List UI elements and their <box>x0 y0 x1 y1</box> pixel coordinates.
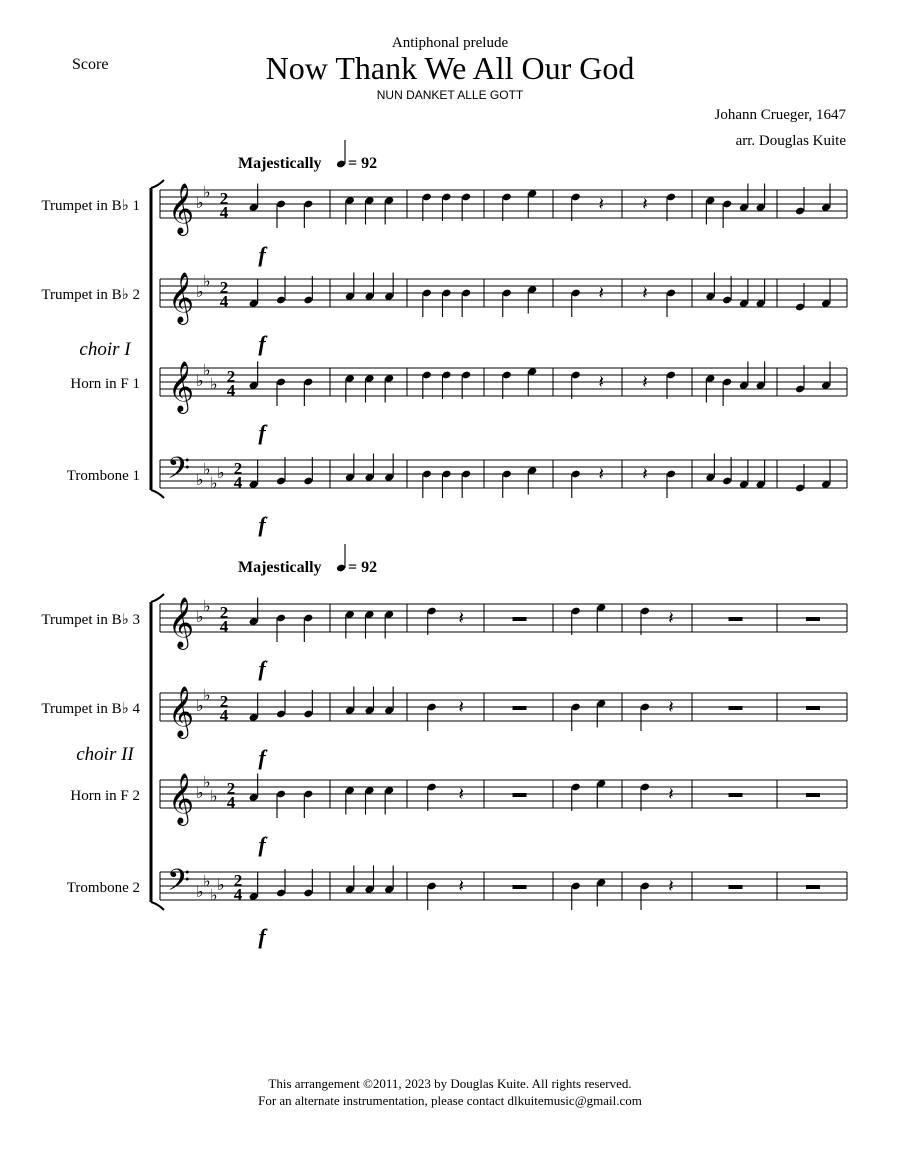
flat-icon: ♭ <box>196 696 204 715</box>
quarter-rest-icon: 𝄽 <box>642 372 648 393</box>
quarter-rest-icon: 𝄽 <box>668 784 674 805</box>
choir-label: choir II <box>76 744 134 765</box>
dynamic-marking: f <box>258 420 266 445</box>
staff-1-3 <box>160 361 847 446</box>
whole-rest <box>806 885 820 889</box>
time-signature-top: 2 <box>226 367 236 386</box>
quarter-rest-icon: 𝄽 <box>598 194 605 215</box>
piece-alt-title: NUN DANKET ALLE GOTT <box>376 88 524 102</box>
bracket-top-hook <box>151 180 164 188</box>
flat-icon: ♭ <box>203 459 211 479</box>
time-signature-bottom: 4 <box>219 617 229 636</box>
time-signature-top: 2 <box>219 189 229 208</box>
treble-clef-icon: 𝄞 <box>168 183 195 234</box>
composer-credit: Johann Crueger, 1647 <box>714 107 846 123</box>
time-signature-bottom: 4 <box>233 885 243 904</box>
part-name-label: Trumpet in B♭ 4 <box>41 701 140 717</box>
quarter-rest-icon: 𝄽 <box>458 608 465 629</box>
contact-line: For an alternate instrumentation, please contact dlkuitemusic@gmail.com <box>258 1093 642 1108</box>
quarter-rest-icon: 𝄽 <box>668 876 674 897</box>
flat-icon: ♭ <box>196 783 204 802</box>
tempo-marking-2 <box>238 544 377 576</box>
part-name-label: Trumpet in B♭ 3 <box>41 612 140 628</box>
flat-icon: ♭ <box>217 875 225 894</box>
staff-1-2 <box>160 272 847 357</box>
time-signature-bottom: 4 <box>219 203 229 222</box>
bracket-bottom-hook <box>151 490 164 498</box>
quarter-rest-icon: 𝄽 <box>642 283 648 304</box>
part-name-label: Trumpet in B♭ 1 <box>41 198 140 214</box>
quarter-rest-icon: 𝄽 <box>598 283 605 304</box>
part-name-label: Horn in F 2 <box>70 788 140 804</box>
tempo-marking-1 <box>238 140 377 172</box>
flat-icon: ♭ <box>203 685 211 705</box>
bass-clef-icon: 𝄢 <box>167 864 191 905</box>
flat-icon: ♭ <box>203 271 211 291</box>
part-name-label: Trombone 2 <box>66 880 140 896</box>
choir-label: choir I <box>79 339 131 360</box>
flat-icon: ♭ <box>210 885 218 905</box>
dynamic-marking: f <box>258 656 266 681</box>
flat-icon: ♭ <box>203 182 211 202</box>
time-signature-bottom: 4 <box>226 793 236 812</box>
piece-subtitle: Antiphonal prelude <box>391 35 509 51</box>
time-signature-bottom: 4 <box>219 706 229 725</box>
dynamic-marking: f <box>258 242 266 267</box>
time-signature-top: 2 <box>233 459 243 478</box>
staff-2-4 <box>160 864 847 949</box>
whole-rest <box>806 706 820 710</box>
treble-clef-icon: 𝄞 <box>168 773 195 824</box>
quarter-rest-icon: 𝄽 <box>458 697 465 718</box>
tempo-value: = 92 <box>348 559 378 576</box>
time-signature-bottom: 4 <box>233 473 243 492</box>
quarter-rest-icon: 𝄽 <box>598 464 605 485</box>
quarter-rest-icon: 𝄽 <box>458 784 465 805</box>
whole-rest <box>513 617 527 621</box>
time-signature-top: 2 <box>219 692 229 711</box>
staff-1-4 <box>160 452 847 537</box>
flat-icon: ♭ <box>203 360 211 380</box>
copyright-footer <box>0 1075 900 1109</box>
flat-icon: ♭ <box>196 882 204 901</box>
treble-clef-icon: 𝄞 <box>168 597 195 648</box>
treble-clef-icon: 𝄞 <box>168 361 195 412</box>
quarter-rest-icon: 𝄽 <box>642 464 648 485</box>
part-name-label: Trombone 1 <box>66 468 140 484</box>
time-signature-bottom: 4 <box>226 381 236 400</box>
flat-icon: ♭ <box>217 463 225 482</box>
flat-icon: ♭ <box>203 772 211 792</box>
bracket-bottom-hook <box>151 902 164 910</box>
whole-rest <box>729 617 743 621</box>
bass-clef-icon: 𝄢 <box>167 452 191 493</box>
flat-icon: ♭ <box>196 193 204 212</box>
dynamic-marking: f <box>258 331 266 356</box>
part-name-label: Trumpet in B♭ 2 <box>41 287 140 303</box>
staff-2-1 <box>160 597 847 682</box>
whole-rest <box>729 793 743 797</box>
flat-icon: ♭ <box>196 607 204 626</box>
dynamic-marking: f <box>258 512 266 537</box>
flat-icon: ♭ <box>210 786 218 806</box>
staff-2-2 <box>160 686 847 771</box>
whole-rest <box>806 793 820 797</box>
quarter-rest-icon: 𝄽 <box>598 372 605 393</box>
quarter-rest-icon: 𝄽 <box>668 608 674 629</box>
copyright-line: This arrangement ©2011, 2023 by Douglas Kuite. All rights reserved. <box>268 1076 632 1091</box>
part-name-label: Horn in F 1 <box>70 376 140 392</box>
dynamic-marking: f <box>258 745 266 770</box>
tempo-text: Majestically <box>238 155 322 172</box>
quarter-rest-icon: 𝄽 <box>458 876 465 897</box>
time-signature-top: 2 <box>219 603 229 622</box>
whole-rest <box>806 617 820 621</box>
whole-rest <box>729 706 743 710</box>
arranger-credit: arr. Douglas Kuite <box>735 133 846 149</box>
time-signature-top: 2 <box>233 871 243 890</box>
flat-icon: ♭ <box>210 473 218 493</box>
whole-rest <box>513 793 527 797</box>
bracket-top-hook <box>151 594 164 602</box>
whole-rest <box>729 885 743 889</box>
whole-rest <box>513 885 527 889</box>
whole-rest <box>513 706 527 710</box>
flat-icon: ♭ <box>203 596 211 616</box>
staff-1-1 <box>160 183 847 268</box>
quarter-rest-icon: 𝄽 <box>668 697 674 718</box>
quarter-rest-icon: 𝄽 <box>642 194 648 215</box>
treble-clef-icon: 𝄞 <box>168 272 195 323</box>
flat-icon: ♭ <box>203 871 211 891</box>
flat-icon: ♭ <box>196 282 204 301</box>
time-signature-bottom: 4 <box>219 292 229 311</box>
time-signature-top: 2 <box>226 779 236 798</box>
flat-icon: ♭ <box>196 470 204 489</box>
dynamic-marking: f <box>258 832 266 857</box>
staff-2-3 <box>160 773 847 858</box>
time-signature-top: 2 <box>219 278 229 297</box>
dynamic-marking: f <box>258 924 266 949</box>
flat-icon: ♭ <box>210 374 218 394</box>
tempo-value: = 92 <box>348 155 378 172</box>
treble-clef-icon: 𝄞 <box>168 686 195 737</box>
flat-icon: ♭ <box>196 371 204 390</box>
tempo-text: Majestically <box>238 559 322 576</box>
score-label: Score <box>72 56 109 73</box>
piece-title: Now Thank We All Our God <box>265 50 635 86</box>
